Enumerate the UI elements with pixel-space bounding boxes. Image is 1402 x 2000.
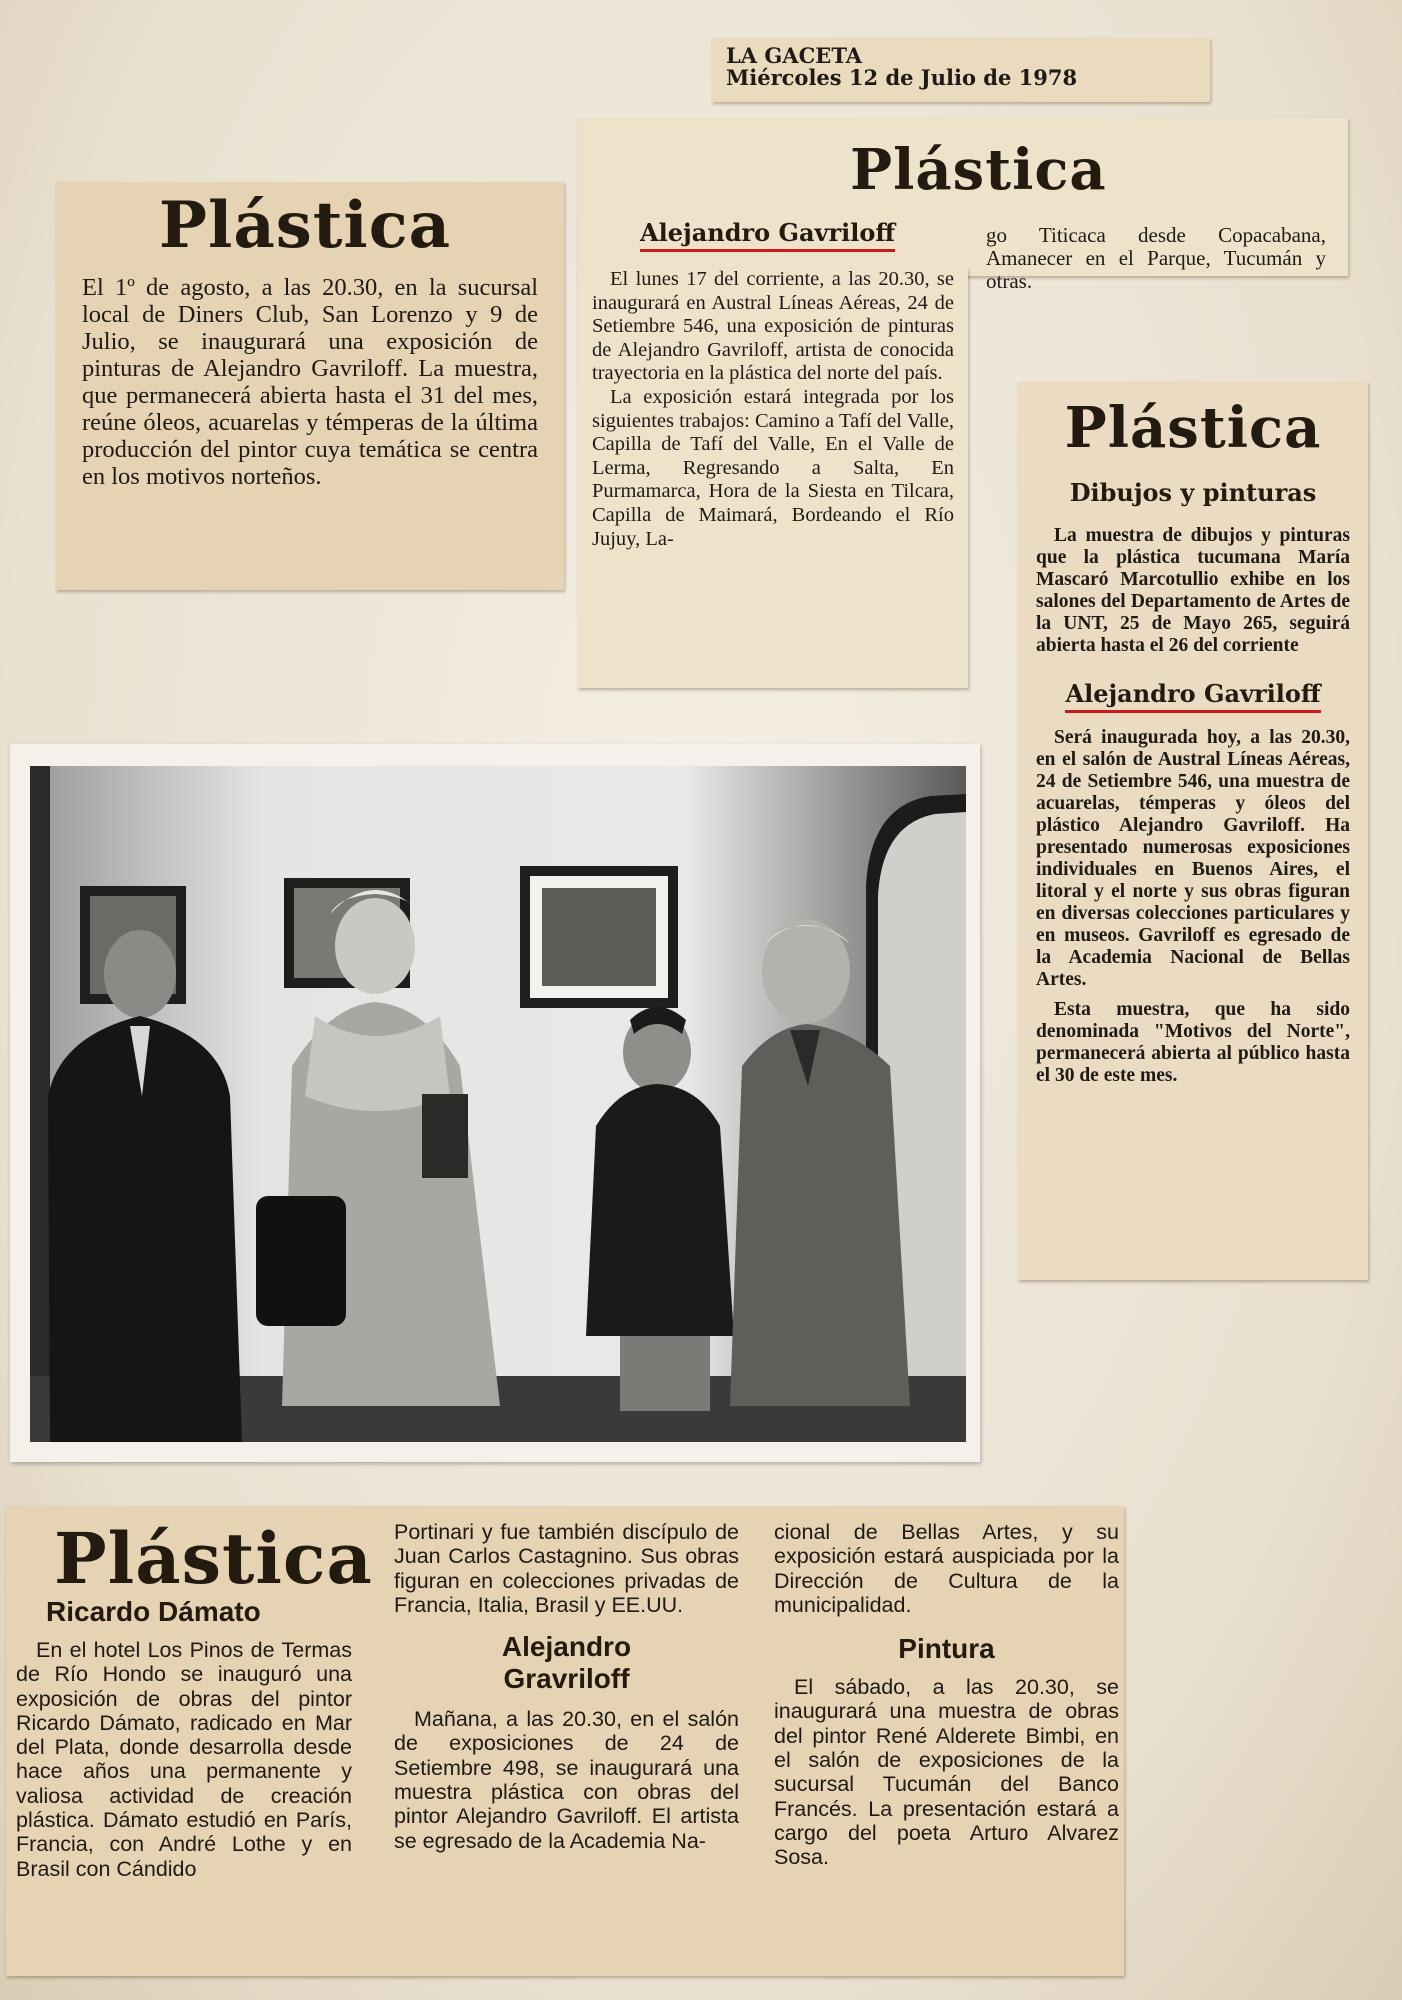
clipping-heading: Plástica xyxy=(158,188,452,263)
clipping-paragraph: Será inaugurada hoy, a las 20.30, en el salón de Austral Líneas Aéreas, 24 de Setiembre 546, una muestra de acuarelas, témperas y óleos del plástico Alejandro Gavriloff. Ha presentado numerosas exposiciones individuales en Buenos Aires, el litoral y el norte y sus obras figuran en diversas colecciones particulares y en museos. Gavriloff es egresado de la Academia Nacional de Bellas Artes. xyxy=(1036,727,1350,990)
subheading-text: Alejandro Gavriloff xyxy=(640,218,895,252)
clipping-paragraph: Portinari y fue también discípulo de Juan Carlos Castagnino. Sus obras figuran en colecciones privadas de Francia, Italia, Brasil y EE.UU. xyxy=(394,1520,739,1617)
clipping-paragraph: El lunes 17 del corriente, a las 20.30, se inaugurará en Austral Líneas Aéreas, 24 de Setiembre 546, una exposición de pinturas de Alejandro Gavriloff, artista de conocida trayectoria en la plástica del norte del país. xyxy=(592,268,954,385)
subheading-text: Alejandro Gavriloff xyxy=(1065,679,1320,713)
clipping-bottom-three-columns xyxy=(6,1506,1124,1976)
clipping-continued-text: go Titicaca desde Copacabana, Amanecer en el Parque, Tucumán y otras. xyxy=(986,223,1326,293)
publication-date: Miércoles 12 de Julio de 1978 xyxy=(726,65,1078,90)
clipping-dibujos-pinturas xyxy=(1018,382,1368,1280)
column-2 xyxy=(394,1506,739,1853)
clipping-paragraph: cional de Bellas Artes, y su exposición estará auspiciada por la Dirección de Cultura de la municipalidad. xyxy=(774,1520,1119,1617)
clipping-austral-column xyxy=(578,268,968,688)
clipping-heading: Plástica xyxy=(1064,395,1322,461)
clipping-paragraph: Esta muestra, que ha sido denominada "Motivos del Norte", permanecerá abierta al público hasta el 30 de este mes. xyxy=(1036,999,1350,1086)
clipping-body: El 1º de agosto, a las 20.30, en la sucursal local de Diners Club, San Lorenzo y 9 de Julio, se inaugurará una exposición de pinturas de Alejandro Gavriloff. La muestra, que permanecerá abierta hasta el 31 del mes, reúne óleos, acuarelas y témperas de la última producción del pintor cuya temática se centra en los motivos norteños. xyxy=(82,274,538,490)
clipping-diners-club xyxy=(56,182,564,590)
column-3 xyxy=(774,1506,1119,1870)
exhibition-photo xyxy=(30,766,966,1442)
clipping-subheading: Dibujos y pinturas xyxy=(1069,478,1317,507)
clipping-subheading xyxy=(1036,679,1350,713)
subheading-line: Gravriloff xyxy=(503,1663,630,1695)
column-1 xyxy=(16,1506,373,1881)
clipping-heading: Plástica xyxy=(850,137,1107,203)
clipping-austral-header xyxy=(578,118,1348,293)
painting-frame-3 xyxy=(520,866,678,1008)
clipping-paragraph: La muestra de dibujos y pinturas que la plástica tucumana María Mascaró Marcotullio exhibe en los salones del Departamento de Artes de la UNT, 25 de Mayo 265, seguirá abierta hasta el 26 del corriente xyxy=(1036,525,1350,656)
clipping-heading: Plástica xyxy=(54,1517,373,1600)
clipping-subheading xyxy=(394,1631,739,1695)
clipping-paragraph: Mañana, a las 20.30, en el salón de exposiciones de 24 de Setiembre 498, se inaugurará una muestra plástica con obras del pintor Alejandro Gavriloff. El artista se egresado de la Academia Na- xyxy=(394,1707,739,1853)
clipping-subheading: Ricardo Dámato xyxy=(46,1596,261,1627)
clipping-paragraph: En el hotel Los Pinos de Termas de Río Hondo se inauguró una exposición de obras del pintor Ricardo Dámato, radicado en Mar del Plata, donde desarrolla desde hace años una permanente y valiosa actividad de creación plástica. Dámato estudió en París, Francia, con André Lothe y en Brasil con Cándido xyxy=(16,1638,352,1881)
masthead-clipping xyxy=(712,38,1210,102)
clipping-subheading xyxy=(640,218,895,252)
clipping-paragraph: La exposición estará integrada por los siguientes trabajos: Camino a Tafí del Valle, Capilla de Tafí del Valle, En el Valle de Lerma, Regresando a Salta, En Purmamarca, Hora de la Siesta en Tilcara, Capilla de Maimará, Bordeando el Río Jujuy, La- xyxy=(592,385,954,550)
subheading-line: Alejandro xyxy=(501,1631,632,1663)
clipping-subheading: Pintura xyxy=(898,1633,995,1665)
clipping-paragraph: El sábado, a las 20.30, se inaugurará una muestra de obras del pintor René Alderete Bimbi, en el salón de exposiciones de la sucursal Tucumán del Banco Francés. La presentación estará a cargo del poeta Arturo Alvarez Sosa. xyxy=(774,1675,1119,1870)
newspaper-name: LA GACETA xyxy=(726,43,863,68)
